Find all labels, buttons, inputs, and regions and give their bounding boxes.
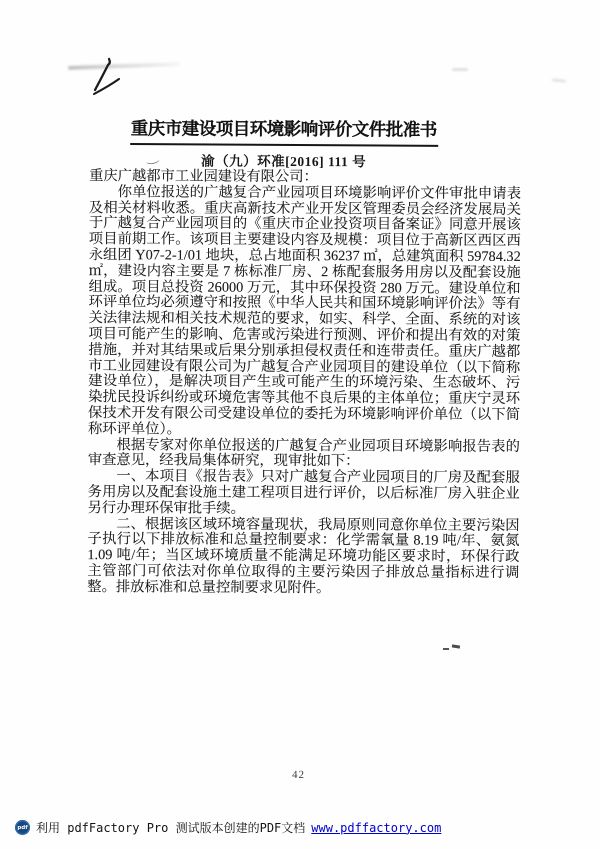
pdffactory-logo-icon	[15, 820, 30, 835]
page-number: 42	[291, 768, 305, 782]
document-text-block	[87, 169, 521, 597]
paragraph-review: 根据专家对你单位报送的广越复合产业园项目环境影响报告表的审查意见，经我局集体研究，现审批如下：	[87, 436, 520, 470]
document-number: 渝（九）环准[2016] 111 号	[201, 153, 367, 170]
paragraph-item-2: 二、根据该区域环境容量现状，我局原则同意你单位主要污染因子执行以下排放标准和总量控制要求：化学需氧量 8.19 吨/年、氨氮 1.09 吨/年；当区域环境质量不能满足环境功能区要求时，环保行政主管部门可依法对你单位取得的主要污染因子排放总量指标进行调整。排放标准和总量控制要求见附件。	[87, 515, 520, 596]
pdf-icon-label: pdf	[17, 824, 28, 831]
title-underline	[130, 143, 438, 147]
pdffactory-link[interactable]: www.pdffactory.com	[311, 820, 442, 835]
paragraph-intro: 你单位报送的广越复合产业园项目环境影响评价文件审批申请表及相关材料收悉。重庆高新技术产业开发区管理委员会经济发展局关于广越复合产业园项目的《重庆市企业投资项目备案证》同意开展该项目前期工作。该项目主要建设内容及规模：项目位于高新区西区西永组团 Y07-2-1/01 地块，总占地面积 36237 ㎡，总建筑面积 59784.32 ㎡，建设内容主要是 7 栋标准厂房、2 栋配套服务用房以及配套设施组成。项目总投资 26000 万元，其中环保投资 280 万元。建设单位和环评单位均必须遵守和按照《中华人民共和国环境影响评价法》等有关法律法规和相关技术规范的要求，如实、科学、全面、系统的对该项目可能产生的影响、危害或污染进行预测、评价和提出有效的对策措施，并对其结果或后果分别承担侵权责任和连带责任。重庆广越都市工业园建设有限公司为广越复合产业园项目的建设单位（以下简称建设单位），是解决项目产生或可能产生的环境污染、生态破坏、污染扰民投诉纠纷或环境危害等其他不良后果的主体单位；重庆宁灵环保技术开发有限公司受建设单位的委托为环境影响评价单位（以下简称环评单位）。	[87, 183, 522, 438]
document-header	[66, 115, 501, 171]
document-title: 重庆市建设项目环境影响评价文件批准书	[130, 118, 437, 140]
pdffactory-watermark	[15, 819, 441, 836]
watermark-text: 利用 pdfFactory Pro 测试版本创建的PDF文档	[36, 821, 306, 835]
addressee-line: 重庆广越都市工业园建设有限公司：	[89, 168, 318, 186]
paragraph-item-1: 一、本项目《报告表》只对广越复合产业园项目的厂房及配套服务用房以及配套设施土建工程项目进行评价，以后标准厂房入驻企业另行办理环保审批手续。	[87, 468, 520, 517]
